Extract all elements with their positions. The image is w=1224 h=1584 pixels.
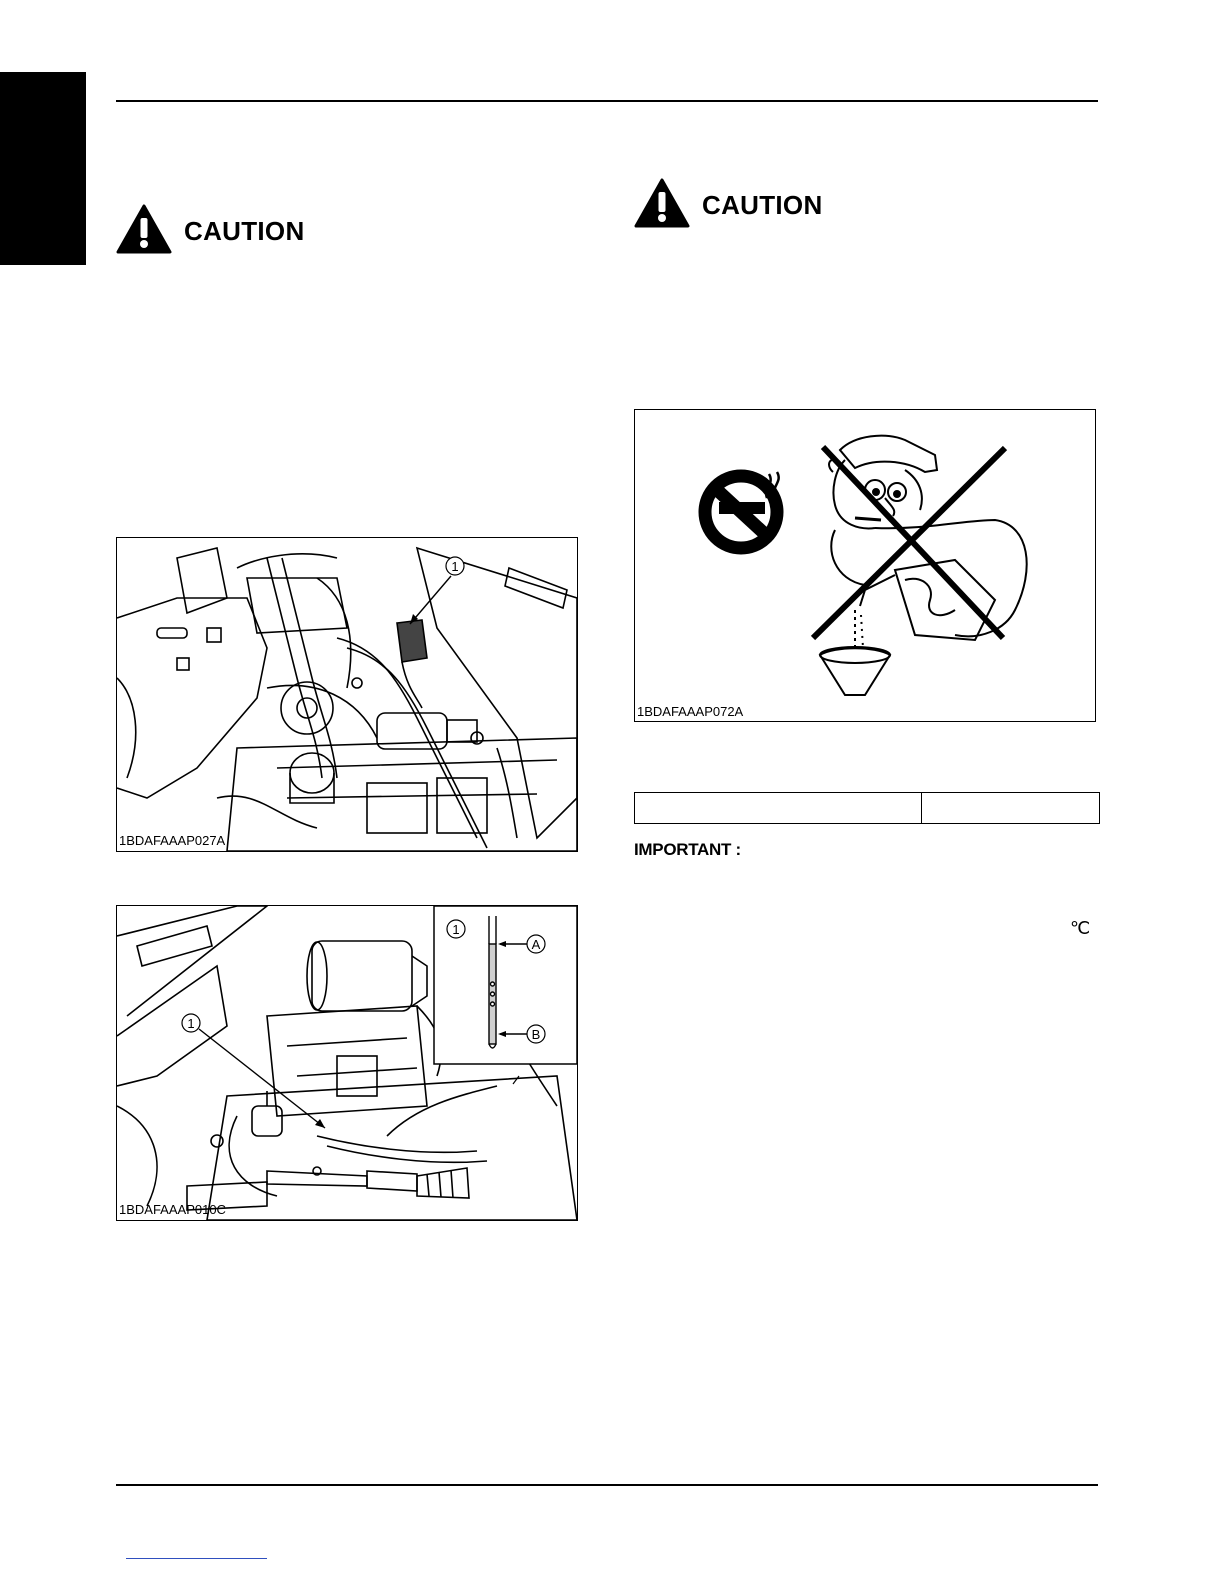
figure-no-smoking-refuel xyxy=(634,409,1096,722)
figure-code: 1BDAFAAAP010C xyxy=(119,1202,226,1217)
table-cell xyxy=(635,793,922,824)
fuel-spec-table xyxy=(634,792,1100,824)
level-mark-lower: B xyxy=(531,1027,541,1042)
table-cell xyxy=(922,793,1100,824)
header-rule xyxy=(116,100,1098,102)
section-tab xyxy=(0,72,86,265)
warning-triangle-icon xyxy=(634,178,690,233)
figure-dipstick xyxy=(116,905,578,1221)
figure-engine-compartment xyxy=(116,537,578,852)
caution-heading-left xyxy=(116,204,305,259)
level-mark-upper: A xyxy=(531,937,541,952)
figure-code: 1BDAFAAAP072A xyxy=(637,704,744,719)
figure-code: 1BDAFAAAP027A xyxy=(119,833,226,848)
degree-celsius-symbol: ℃ xyxy=(1070,918,1091,938)
footer-link-underline xyxy=(126,1558,267,1559)
caution-label: CAUTION xyxy=(702,190,823,220)
table-row xyxy=(635,793,1100,824)
caution-label: CAUTION xyxy=(184,216,305,246)
callout-number: 1 xyxy=(187,1016,195,1031)
footer-rule xyxy=(116,1484,1098,1486)
warning-triangle-icon xyxy=(116,204,172,259)
caution-heading-right xyxy=(634,178,823,233)
callout-number: 1 xyxy=(451,559,459,574)
important-label: IMPORTANT : xyxy=(634,840,741,859)
callout-number: 1 xyxy=(452,922,460,937)
